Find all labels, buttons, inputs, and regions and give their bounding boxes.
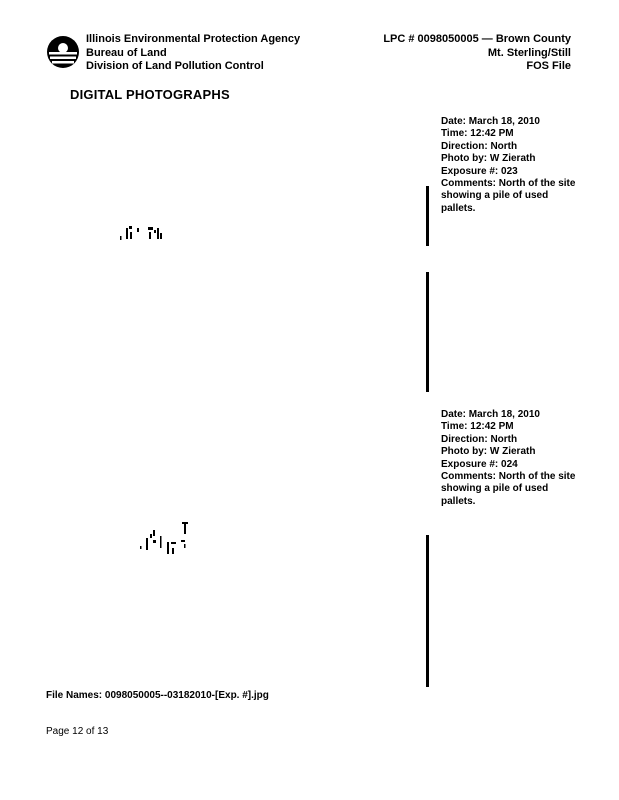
agency-name: Illinois Environmental Protection Agency (86, 33, 301, 45)
site-block (383, 33, 571, 74)
photo-comments: Comments: North of the site showing a pile of used pallets. (441, 178, 576, 214)
photo-direction: Direction: North (441, 140, 518, 152)
division-name: Division of Land Pollution Control (86, 60, 264, 72)
photo-caption-1 (441, 116, 581, 215)
photo-by: Photo by: W Zierath (441, 446, 536, 458)
file-type: FOS File (526, 60, 571, 72)
lpc-number: LPC # 0098050005 — Brown County (383, 33, 571, 45)
photo-1-edge-mark (426, 186, 429, 246)
photo-comments: Comments: North of the site showing a pile of used pallets. (441, 471, 576, 507)
photo-by: Photo by: W Zierath (441, 153, 536, 165)
agency-block (86, 33, 300, 74)
photo-date: Date: March 18, 2010 (441, 409, 540, 420)
page-title: DIGITAL PHOTOGRAPHS (70, 87, 230, 102)
site-name: Mt. Sterling/Still (487, 46, 571, 59)
photo-time: Time: 12:42 PM (441, 421, 514, 433)
photo-1-edge-mark-lower (426, 272, 429, 392)
photo-exposure: Exposure #: 024 (441, 458, 518, 470)
photo-direction: Direction: North (441, 433, 518, 445)
page-number: Page 12 of 13 (46, 726, 109, 737)
photo-exposure: Exposure #: 023 (441, 165, 518, 177)
bureau-name: Bureau of Land (86, 46, 167, 59)
photo-time: Time: 12:42 PM (441, 128, 514, 140)
file-names: File Names: 0098050005--03182010-[Exp. #].jpg (46, 690, 269, 701)
illinois-epa-logo-icon (46, 35, 80, 69)
scan-artifact-1 (120, 222, 170, 244)
photo-date: Date: March 18, 2010 (441, 116, 540, 127)
scan-artifact-2 (140, 522, 200, 558)
photo-2-edge-mark (426, 535, 429, 687)
photo-caption-2 (441, 409, 581, 508)
